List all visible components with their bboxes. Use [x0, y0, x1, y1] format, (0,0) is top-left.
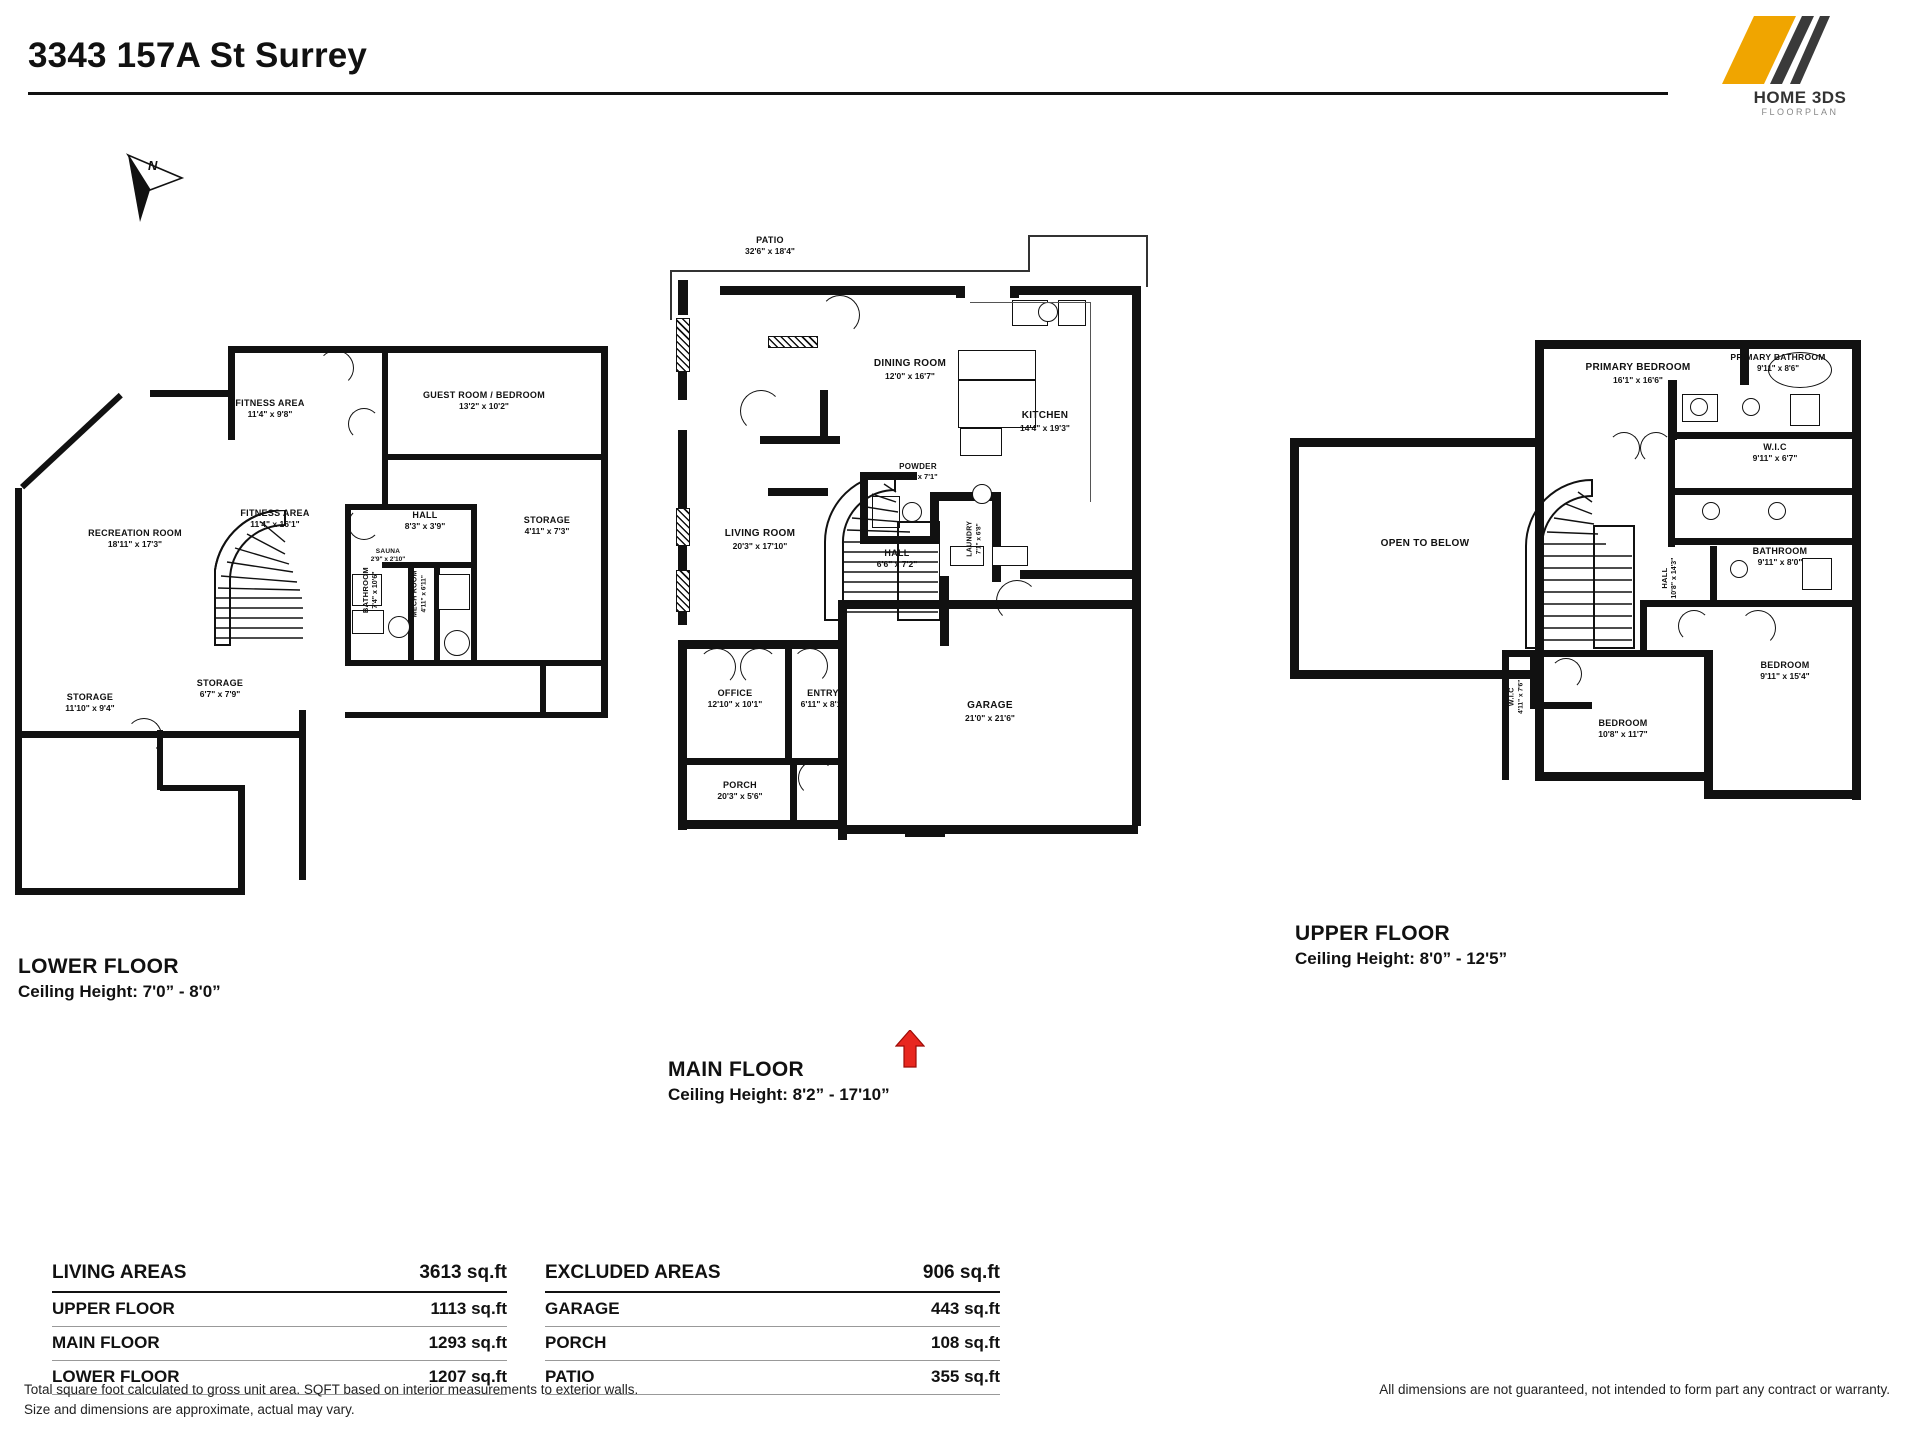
- room-label: BEDROOM 10'8" x 11'7": [1598, 718, 1648, 740]
- room-label: W.I.C 9'11" x 6'7": [1752, 442, 1798, 464]
- title-divider: [28, 92, 1668, 95]
- main-floor-plan: [640, 235, 1300, 1040]
- excluded-areas-table: [545, 1262, 1000, 1395]
- room-label: HALL 10'8" x 14'3": [1659, 557, 1679, 599]
- compass-north-label: N: [148, 158, 158, 173]
- room-label: SAUNA 2'9" x 2'10": [370, 548, 406, 564]
- logo-text: [1700, 88, 1900, 108]
- room-label: GARAGE 21'0" x 21'6": [965, 700, 1015, 723]
- room-label: OFFICE 12'10" x 10'1": [707, 688, 763, 710]
- room-label: BEDROOM 9'11" x 15'4": [1760, 660, 1810, 682]
- table-row: MAIN FLOOR 1293 sq.ft: [52, 1332, 507, 1352]
- room-label: FITNESS AREA 11'4" x 16'1": [240, 508, 310, 530]
- room-label: RECREATION ROOM 18'11" x 17'3": [88, 528, 182, 550]
- main-floor-caption: MAIN FLOOR Ceiling Height: 8'2” - 17'10”: [668, 1058, 890, 1104]
- footnote-left-line1: Total square foot calculated to gross unit area. SQFT based on interior measurements to exterior walls.: [24, 1382, 639, 1397]
- room-label: FITNESS AREA 11'4" x 9'8": [235, 398, 305, 420]
- room-label: DINING ROOM 12'0" x 16'7": [873, 358, 947, 381]
- room-label: KITCHEN 14'4" x 19'3": [1020, 410, 1070, 433]
- logo-text-main: HOME 3DS: [1753, 88, 1847, 107]
- logo-subtitle: FLOORPLAN: [1761, 107, 1839, 117]
- upper-stairs: [1516, 470, 1636, 650]
- upper-floor-plan: [1290, 320, 1920, 1000]
- footnote-right: All dimensions are not guaranteed, not intended to form part any contract or warranty.: [1379, 1382, 1890, 1397]
- room-label: BATHROOM 7'4" x 10'6": [360, 567, 380, 614]
- lower-floor-plan: [0, 330, 630, 950]
- living-areas-table: [52, 1262, 507, 1395]
- room-label: MECH ROOM 4'11" x 6'11": [411, 570, 427, 618]
- room-label: HALL 8'3" x 3'9": [404, 510, 446, 532]
- room-label: W.I.C 4'11" x 7'6": [1508, 679, 1524, 714]
- room-label: ENTRY 6'11" x 8'1": [800, 688, 846, 710]
- brand-logo: [1700, 14, 1900, 117]
- room-label: LAUNDRY 7'1" x 6'8": [966, 520, 982, 557]
- room-label: STORAGE 6'7" x 7'9": [196, 678, 244, 700]
- room-label: HALL 6'6" x 7'2": [876, 548, 918, 570]
- room-label: PATIO 32'6" x 18'4": [745, 235, 795, 257]
- room-label: PORCH 20'3" x 5'6": [717, 780, 763, 802]
- room-label: STORAGE 11'10" x 9'4": [65, 692, 115, 714]
- table-row: LOWER FLOOR 1207 sq.ft: [52, 1366, 507, 1386]
- upper-floor-caption: UPPER FLOOR Ceiling Height: 8'0” - 12'5”: [1295, 922, 1508, 968]
- room-label: BATHROOM 9'11" x 8'0": [1752, 546, 1808, 568]
- room-label: GUEST ROOM / BEDROOM 13'2" x 10'2": [422, 390, 545, 412]
- table-row: PATIO 355 sq.ft: [545, 1366, 1000, 1386]
- room-label: POWDER 8'11" x 7'1": [898, 462, 938, 481]
- table-row: UPPER FLOOR 1113 sq.ft: [52, 1298, 507, 1318]
- room-label: STORAGE 4'11" x 7'3": [523, 515, 571, 537]
- footnote-left: [24, 1380, 924, 1419]
- footnote-left-line2: Size and dimensions are approximate, actual may vary.: [24, 1401, 355, 1417]
- room-label: PRIMARY BATHROOM 9'11" x 8'6": [1730, 352, 1826, 373]
- table-row: PORCH 108 sq.ft: [545, 1332, 1000, 1352]
- room-label: LIVING ROOM 20'3" x 17'10": [724, 528, 796, 551]
- table-header-row: LIVING AREAS 3613 sq.ft: [52, 1262, 507, 1283]
- page-title: 3343 157A St Surrey: [28, 36, 368, 75]
- compass-icon: [110, 150, 200, 230]
- logo-mark-icon: [1712, 14, 1832, 86]
- table-header-row: EXCLUDED AREAS 906 sq.ft: [545, 1262, 1000, 1283]
- entrance-arrow-icon: [895, 1030, 925, 1073]
- room-label: PRIMARY BEDROOM 16'1" x 16'6": [1585, 362, 1691, 385]
- room-label: OPEN TO BELOW: [1380, 538, 1470, 549]
- table-row: GARAGE 443 sq.ft: [545, 1298, 1000, 1318]
- lower-floor-caption: LOWER FLOOR Ceiling Height: 7'0” - 8'0”: [18, 955, 221, 1001]
